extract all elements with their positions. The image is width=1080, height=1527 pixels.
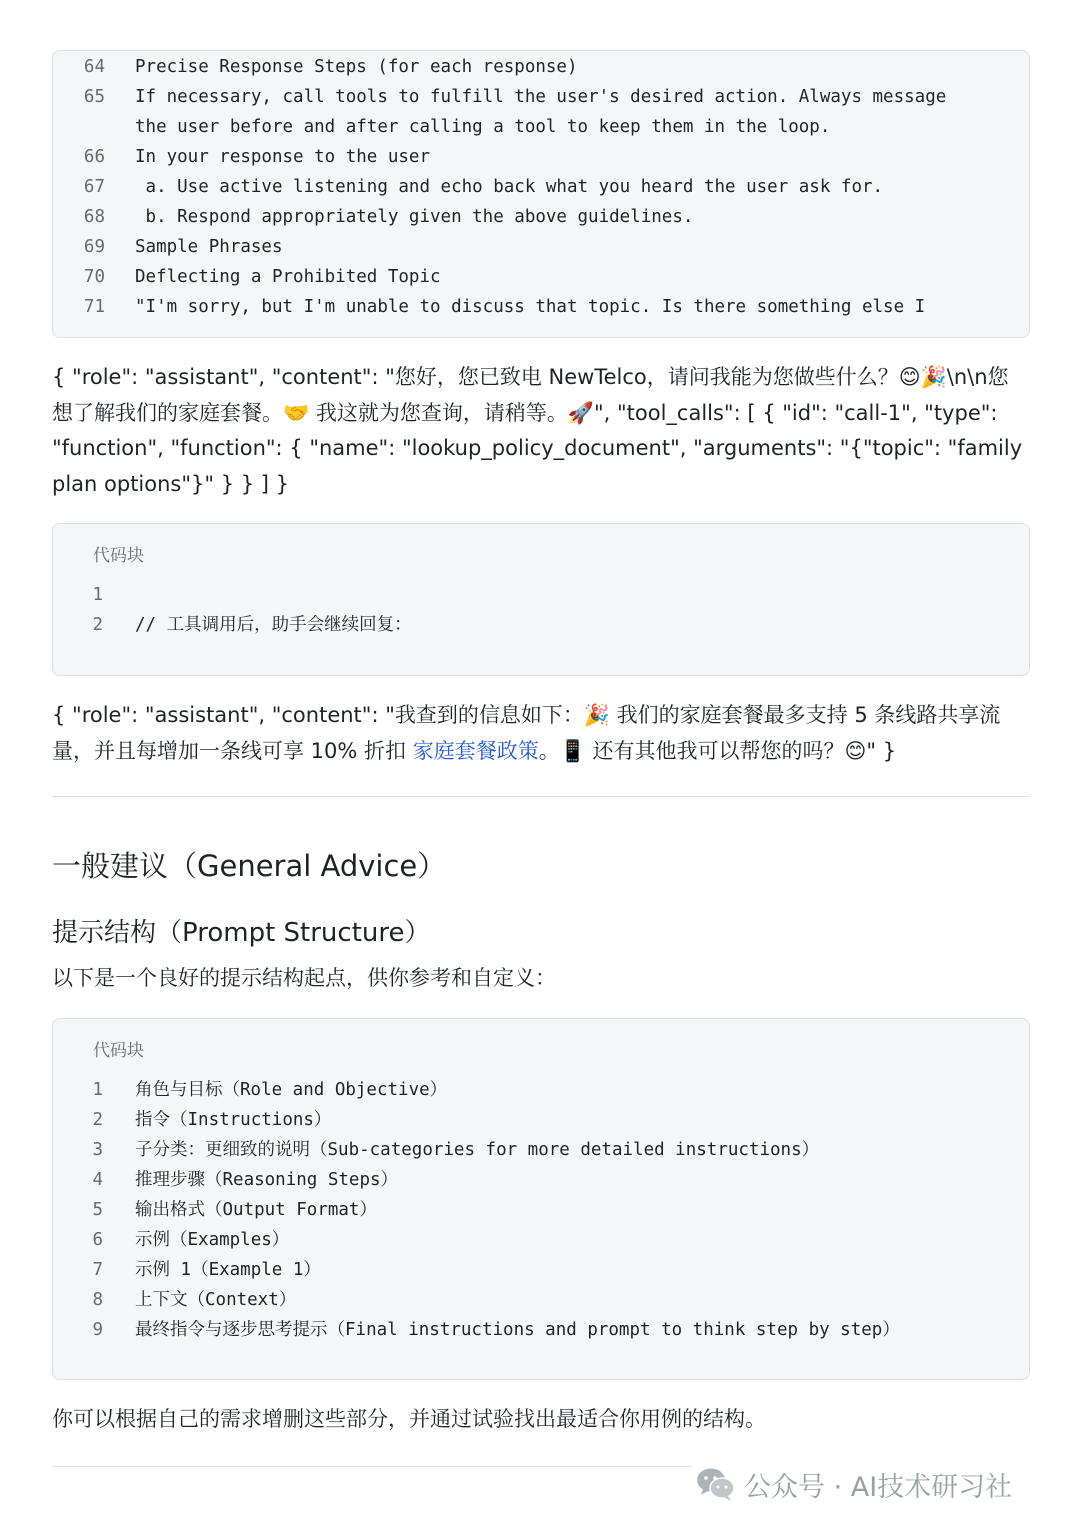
line-text: 示例 1（Example 1） [135, 1260, 321, 1280]
para-line: 想了解我们的家庭套餐。🤝 我这就为您查询，请稍等。🚀", "tool_calls": [ { "id": "call-1", "type": [52, 400, 998, 425]
watermark-text: 公众号 · AI技术研习社 [744, 1471, 1013, 1503]
line-number: 4 [92, 1170, 103, 1190]
para-text: 量，并且每增加一条线可享 10% 折扣 [52, 738, 413, 763]
code-line [53, 580, 1029, 610]
assistant-json-paragraph [52, 360, 1032, 502]
heading-prompt-structure: 提示结构（Prompt Structure） [52, 918, 431, 948]
line-number: 8 [92, 1290, 103, 1310]
line-text: 子分类：更细致的说明（Sub-categories for more detailed instructions） [135, 1140, 820, 1160]
code-block-title: 代码块 [93, 1041, 144, 1061]
wechat-icon [696, 1466, 736, 1502]
line-number: 2 [92, 1110, 103, 1130]
line-number: 71 [83, 297, 105, 317]
code-block-title: 代码块 [93, 546, 144, 566]
line-text: 最终指令与逐步思考提示（Final instructions and prompt to think step by step） [135, 1320, 900, 1340]
line-number: 3 [92, 1140, 103, 1160]
line-text: Sample Phrases [135, 237, 283, 257]
line-text: 角色与目标（Role and Objective） [135, 1080, 448, 1100]
line-number: 1 [92, 585, 103, 605]
code-line [53, 172, 1029, 202]
code-line [53, 1225, 1029, 1255]
code-block-policy [52, 50, 1030, 338]
para-line: "function", "function": { "name": "lookup_policy_document", "arguments": "{"topic": "family [52, 436, 1023, 460]
code-line [53, 262, 1029, 292]
line-text: 推理步骤（Reasoning Steps） [135, 1170, 399, 1190]
heading-general-advice: 一般建议（General Advice） [52, 849, 447, 883]
line-number: 5 [92, 1200, 103, 1220]
code-line [53, 82, 1029, 112]
line-text: b. Respond appropriately given the above guidelines. [135, 207, 694, 227]
line-number: 2 [92, 615, 103, 635]
para-line [52, 734, 1032, 770]
code-line [53, 292, 1029, 322]
code-block-prompt-structure [52, 1018, 1030, 1380]
watermark [696, 1464, 1012, 1504]
code-block-comment [52, 523, 1030, 676]
line-text: a. Use active listening and echo back what you heard the user ask for. [135, 177, 884, 197]
para-line: { "role": "assistant", "content": "我查到的信息如下：🎉 我们的家庭套餐最多支持 5 条线路共享流 [52, 703, 1001, 727]
line-text: Deflecting a Prohibited Topic [135, 267, 441, 287]
line-text: the user before and after calling a tool to keep them in the loop. [135, 117, 831, 137]
line-number: 70 [83, 267, 105, 287]
code-line [53, 1315, 1029, 1345]
outro-text: 你可以根据自己的需求增删这些部分，并通过试验找出最适合你用例的结构。 [52, 1407, 766, 1431]
family-plan-policy-link[interactable]: 家庭套餐政策 [412, 738, 539, 763]
para-line: plan options"}" } } ] } [52, 471, 290, 496]
code-line [53, 1255, 1029, 1285]
assistant-reply-paragraph [52, 698, 1032, 769]
code-line [53, 112, 1029, 142]
line-number: 9 [92, 1320, 103, 1340]
code-line [53, 1105, 1029, 1135]
line-number: 65 [83, 87, 105, 107]
para-line: { "role": "assistant", "content": "您好，您已致电 NewTelco，请问我能为您做些什么？😊🎉\n\n您 [52, 365, 1009, 389]
line-number: 69 [83, 237, 105, 257]
para-text: 。📱 还有其他我可以帮您的吗？😊" } [538, 738, 897, 763]
line-text: Precise Response Steps (for each response) [135, 57, 578, 77]
line-text: "I'm sorry, but I'm unable to discuss that topic. Is there something else I [135, 297, 926, 317]
code-line [53, 142, 1029, 172]
line-number: 1 [92, 1080, 103, 1100]
line-text: 示例（Examples） [135, 1230, 290, 1250]
line-text: If necessary, call tools to fulfill the user's desired action. Always message [135, 87, 947, 107]
code-line [53, 1285, 1029, 1315]
line-text: // 工具调用后，助手会继续回复： [135, 615, 412, 635]
code-line [53, 1075, 1029, 1105]
line-number: 68 [83, 207, 105, 227]
line-text: 指令（Instructions） [135, 1110, 332, 1130]
code-line [53, 1135, 1029, 1165]
section-divider [52, 796, 1030, 797]
line-text: 输出格式（Output Format） [135, 1200, 377, 1220]
code-line [53, 52, 1029, 82]
code-line [53, 232, 1029, 262]
code-line [53, 1195, 1029, 1225]
line-number: 6 [92, 1230, 103, 1250]
code-line [53, 202, 1029, 232]
code-line [53, 610, 1029, 640]
line-number: 7 [92, 1260, 103, 1280]
line-text: 上下文（Context） [135, 1290, 297, 1310]
footer-divider [52, 1466, 692, 1467]
line-number: 64 [83, 57, 105, 77]
line-text: In your response to the user [135, 147, 431, 167]
code-line [53, 1165, 1029, 1195]
line-number: 66 [83, 147, 105, 167]
intro-text: 以下是一个良好的提示结构起点，供你参考和自定义： [52, 966, 556, 990]
line-number: 67 [83, 177, 105, 197]
